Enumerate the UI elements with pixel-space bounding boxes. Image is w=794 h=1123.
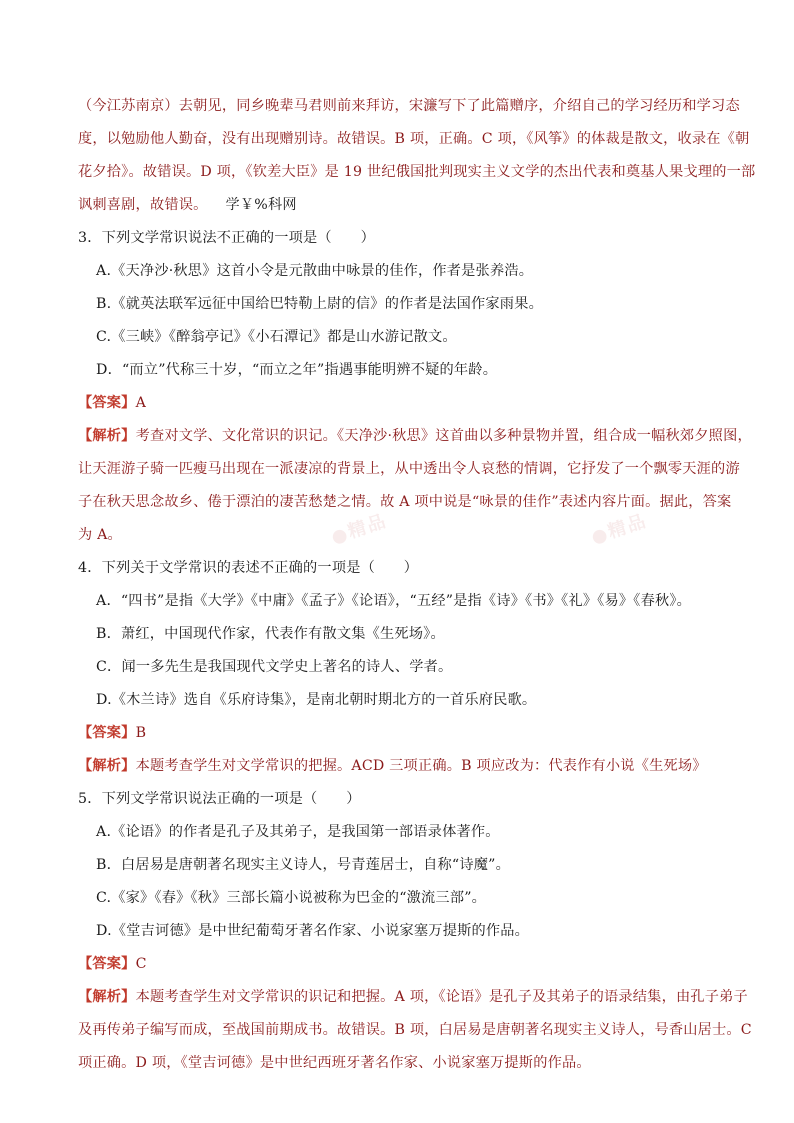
question-3-analysis-line: 为 A。 — [78, 527, 122, 543]
question-3-analysis-line: 子在秋天思念故乡、倦于漂泊的凄苦愁楚之情。故 A 项中说是“咏景的佳作”表述内容片面。据此，答案 — [78, 494, 732, 510]
question-4-option-d: D.《木兰诗》选自《乐府诗集》，是南北朝时期北方的一首乐府民歌。 — [96, 692, 537, 708]
analysis-line: 度，以勉励他人勤奋，没有出现赠别诗。故错误。B 项，正确。C 项，《风筝》的体裁是散文，收录在《朝 — [78, 131, 750, 147]
question-5-option-b: B．白居易是唐朝著名现实主义诗人，号青莲居士，自称“诗魔”。 — [96, 857, 510, 873]
analysis-text: 考查对文学、文化常识的识记。《天净沙·秋思》这首曲以多种景物并置，组合成一幅秋郊夕照图， — [135, 428, 752, 444]
question-5-stem: 5．下列文学常识说法正确的一项是（ ） — [78, 791, 361, 807]
question-3-option-c: C.《三峡》《醉翁亭记》《小石潭记》都是山水游记散文。 — [96, 329, 457, 345]
question-3-option-d: D．“而立”代称三十岁，“而立之年”指遇事能明辨不疑的年龄。 — [96, 362, 498, 378]
question-5-option-c: C.《家》《春》《秋》三部长篇小说被称为巴金的“激流三部”。 — [96, 890, 487, 906]
analysis-line — [78, 195, 297, 215]
analysis-text: 本题考查学生对文学常识的把握。ACD 三项正确。B 项应改为：代表作有小说《生死场》 — [135, 758, 707, 774]
question-5-analysis-line: 及再传弟子编写而成，至战国前期成书。故错误。B 项，白居易是唐朝著名现实主义诗人，号香山居士。C — [78, 1022, 752, 1038]
watermark-decoration: ●精品 — [328, 510, 391, 549]
answer-tag: 【答案】 — [78, 956, 136, 972]
question-3-stem: 3．下列文学常识说法不正确的一项是（ ） — [78, 230, 375, 246]
question-5-option-d: D.《堂吉诃德》是中世纪葡萄牙著名作家、小说家塞万提斯的作品。 — [96, 923, 530, 939]
question-4-stem: 4．下列关于文学常识的表述不正确的一项是（ ） — [78, 560, 419, 576]
question-4-analysis-line — [78, 756, 707, 776]
watermark-text: 学￥%科网 — [225, 197, 297, 213]
analysis-tag: 【解析】 — [78, 428, 136, 444]
question-5-option-a: A.《论语》的作者是孔子及其弟子，是我国第一部语录体著作。 — [96, 824, 500, 840]
question-3-answer — [78, 393, 146, 413]
answer-value: B — [135, 725, 147, 741]
analysis-text: 讽刺喜剧，故错误。 — [78, 197, 208, 213]
watermark-decoration: ●精品 — [588, 510, 651, 549]
analysis-line: 花夕拾》。故错误。D 项，《钦差大臣》是 19 世纪俄国批判现实主义文学的杰出代表和奠基人果戈理的一部 — [78, 164, 756, 180]
question-4-answer — [78, 723, 146, 743]
analysis-line: （今江苏南京）去朝见，同乡晚辈马君则前来拜访，宋濂写下了此篇赠序，介绍自己的学习经历和学习态 — [78, 98, 740, 114]
answer-value: C — [135, 956, 147, 972]
question-5-analysis-line — [78, 987, 748, 1007]
answer-tag: 【答案】 — [78, 395, 136, 411]
question-3-analysis-line: 让天涯游子骑一匹瘦马出现在一派凄凉的背景上，从中透出令人哀愁的情调，它抒发了一个飘零天涯的游 — [78, 461, 740, 477]
question-5-analysis-line: 项正确。D 项，《堂吉诃德》是中世纪西班牙著名作家、小说家塞万提斯的作品。 — [78, 1055, 591, 1071]
analysis-text: 本题考查学生对文学常识的识记和把握。A 项，《论语》是孔子及其弟子的语录结集，由孔子弟子 — [135, 989, 748, 1005]
question-4-option-b: B．萧红，中国现代作家，代表作有散文集《生死场》。 — [96, 626, 445, 642]
question-3-analysis-line — [78, 426, 752, 446]
answer-value: A — [135, 395, 147, 411]
analysis-tag: 【解析】 — [78, 989, 136, 1005]
question-3-option-a: A.《天净沙·秋思》这首小令是元散曲中咏景的佳作，作者是张养浩。 — [96, 263, 534, 279]
question-4-option-c: C．闻一多先生是我国现代文学史上著名的诗人、学者。 — [96, 659, 453, 675]
answer-tag: 【答案】 — [78, 725, 136, 741]
question-3-option-b: B.《就英法联军远征中国给巴特勒上尉的信》的作者是法国作家雨果。 — [96, 296, 543, 312]
question-4-option-a: A．“四书”是指《大学》《中庸》《孟子》《论语》，“五经”是指《诗》《书》《礼》《易》《春秋》。 — [96, 593, 692, 609]
question-5-answer — [78, 954, 147, 974]
analysis-tag: 【解析】 — [78, 758, 136, 774]
